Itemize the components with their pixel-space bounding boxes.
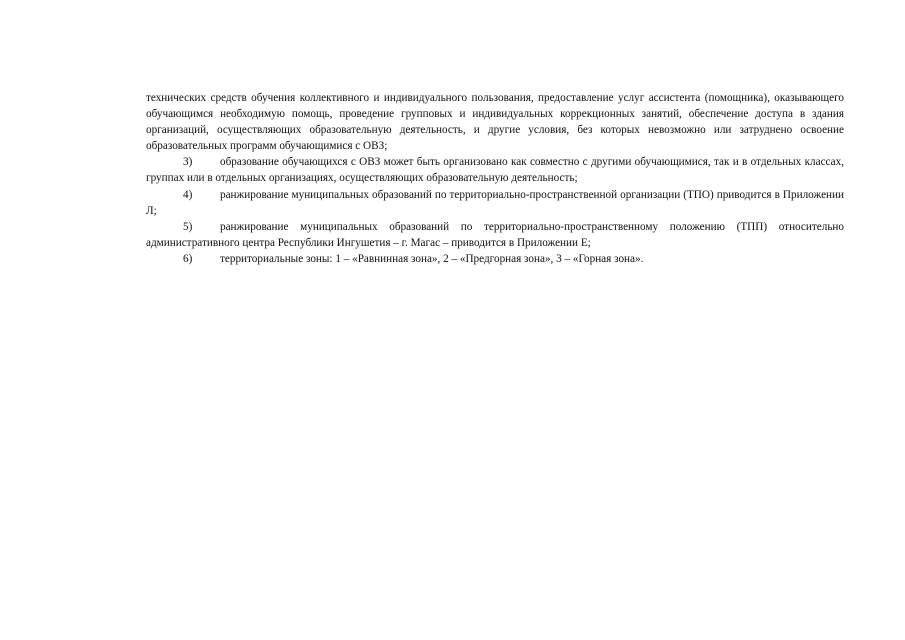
document-body [146, 90, 844, 267]
continuation-text: технических средств обучения коллективного и индивидуального пользования, предоставление услуг ассистента (помощника), оказывающего обучающимся необходимую помощь, проведение групповых и индивидуальных коррекционных занятий, обеспечение доступа в здания организаций, осуществляющих образовательную деятельность, и другие условия, без которых невозможно или затруднено освоение образовательных программ обучающимися с ОВЗ; [146, 92, 844, 153]
list-item-number: 6) [183, 252, 193, 265]
list-item-number: 5) [183, 220, 193, 233]
list-item-number: 4) [183, 188, 193, 201]
list-item-3 [146, 154, 844, 186]
list-item-5 [146, 219, 844, 251]
list-item-number: 3) [183, 156, 193, 169]
list-item-text: ранжирование муниципальных образований по территориально-пространственной организации (ТПО) приводится в Приложении Л; [146, 188, 844, 217]
continuation-paragraph [146, 90, 844, 154]
list-item-text: ранжирование муниципальных образований по территориально-пространственному положению (ТПП) относительно административного центра Республики Ингушетия – г. Магас – приводится в Приложении Е; [146, 220, 844, 249]
list-item-text: образование обучающихся с ОВЗ может быть организовано как совместно с другими обучающимися, так и в отдельных классах, группах или в отдельных организациях, осуществляющих образовательную деятельность; [146, 156, 844, 185]
list-item-text: территориальные зоны: 1 – «Равнинная зона», 2 – «Предгорная зона», 3 – «Горная зона». [220, 252, 644, 265]
list-item-4 [146, 187, 844, 219]
list-item-6 [146, 251, 844, 267]
